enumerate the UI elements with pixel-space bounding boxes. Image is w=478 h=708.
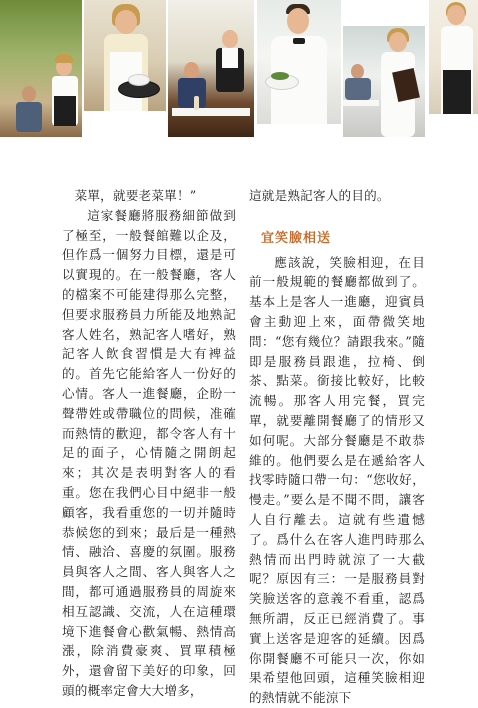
photo-restaurant-patio <box>0 0 82 137</box>
left-column <box>62 186 236 701</box>
photo-waiter-serving-table <box>168 0 254 137</box>
photo-waitress-with-tray <box>84 0 166 111</box>
right-column <box>249 186 425 708</box>
photo-waitress-standing <box>429 0 478 114</box>
photo-waiter-bow-tie <box>257 0 341 124</box>
paragraph: 菜單，就要老菜單！” <box>74 188 197 203</box>
paragraph: 這家餐廳將服務細節做到了極至，一般餐館難以企及，但作爲一個努力目標，還是可以實現的。在一般餐廳，客人的檔案不可能建得那么完整，但要求服務員力所能及地熟記客人姓名，熟記客人嗜好，熟記客人飲食習慣是大有裨益的。首先它能給客人一份好的心情。客人一進餐廳，企盼一聲帶姓或帶職位的問候，准確而熱情的歡迎，都令客人有十足的面子，心情隨之開朗起來；其次是表明對客人的看重。您在我們心目中絕非一般顧客，我看重您的一切并隨時恭候您的到來；最后是一種熱情、融洽、喜慶的氛圍。服務員與客人之間、客人與客人之間，都可通過服務員的周旋來相互認識、交流，人在這種環境下進餐會心歡氣暢、熱情高漲，除消費豪爽、買單積極外，還會留下美好的印象，回頭的概率定會大大增多， <box>62 207 236 698</box>
paragraph: 應該說，笑臉相迎，在目前一般規範的餐廳都做到了。基本上是客人一進廳，迎賓員會主動迎上來，面帶微笑地問：“您有幾位？請跟我來。”隨即是服務員跟進，拉椅、倒茶、點菜。銜接比較好，比較流暢。那客人用完餐，買完單，就要離開餐廳了的情形又如何呢。大部分餐廳是不敢恭維的。他們要么是在遞給客人找零時隨口帶一句：“您收好，慢走。”要么是不聞不問，讓客人自行離去。這就有些遺憾了。爲什么在客人進門時那么熱情而出門時就涼了一大截呢？原因有三：一是服務員對笑臉送客的意義不看重，認爲無所謂，反正已經消費了。事實上送客是迎客的延續。因爲你開餐廳不可能只一次，你如果希望他回頭，這種笑臉相迎的熱情就不能涼下 <box>249 254 425 706</box>
photo-waitress-with-menu <box>343 26 425 137</box>
section-heading: 宜笑臉相送 <box>261 230 332 246</box>
paragraph: 這就是熟記客人的目的。 <box>249 188 390 203</box>
